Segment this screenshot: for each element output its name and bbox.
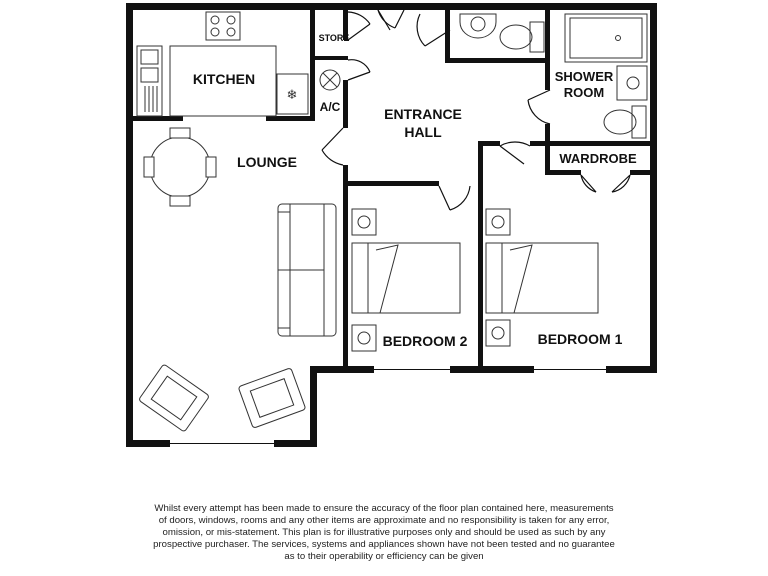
disclaimer-line: Whilst every attempt has been made to ensure the accuracy of the floor plan contained here, measurements [154, 503, 614, 514]
toilet-icon [604, 106, 646, 138]
windows [170, 366, 606, 447]
shower-room-label-line1: SHOWER [554, 69, 614, 84]
bed-icon [352, 243, 460, 313]
entrance-hall-label-line2: HALL [404, 124, 442, 140]
bathroom-fixtures [460, 14, 647, 138]
bed-icon [486, 243, 598, 313]
kitchen-label: KITCHEN [192, 71, 256, 87]
bedside-table-icon [352, 209, 376, 235]
armchair-icon [238, 368, 306, 428]
bedside-table-icon [486, 320, 510, 346]
bedroom2-label: BEDROOM 2 [382, 333, 468, 349]
bedroom1-label: BEDROOM 1 [537, 331, 623, 347]
disclaimer-line: omission, or mis-statement. This plan is for illustrative purposes only and should be used as such by any [162, 527, 606, 538]
lounge-label: LOUNGE [237, 154, 297, 170]
bedside-table-icon [352, 325, 376, 351]
disclaimer-line: prospective purchaser. The services, systems and appliances shown have not been tested and no guarantee [153, 539, 615, 550]
disclaimer-text [100, 503, 668, 563]
toilet-icon [500, 22, 544, 52]
store-label: STORE [318, 33, 350, 43]
dining-table-icon [144, 128, 216, 206]
bedroom2-furniture [352, 209, 460, 351]
armchair-icon [138, 364, 209, 432]
disclaimer-line: as to their operability or efficiency can be given [284, 551, 484, 562]
ac-label: A/C [319, 100, 341, 114]
shower-tray-icon [565, 14, 647, 62]
svg-text:❄: ❄ [286, 87, 298, 102]
vanity-basin-icon [617, 66, 647, 100]
bedside-table-icon [486, 209, 510, 235]
hob-icon [206, 12, 240, 40]
kitchen-fixtures [137, 12, 308, 116]
lounge-furniture [138, 128, 336, 432]
ac-unit-icon [320, 70, 340, 90]
wardrobe-label: WARDROBE [559, 151, 637, 166]
bedroom1-furniture [486, 209, 598, 346]
basin-icon [460, 14, 496, 38]
disclaimer-line: of doors, windows, rooms and any other items are approximate and no responsibility is taken for any error, [158, 515, 610, 526]
sofa-icon [278, 204, 336, 336]
shower-room-label-line2: ROOM [563, 85, 605, 100]
entrance-hall-label-line1: ENTRANCE [384, 106, 462, 122]
door-swings [319, 10, 630, 210]
